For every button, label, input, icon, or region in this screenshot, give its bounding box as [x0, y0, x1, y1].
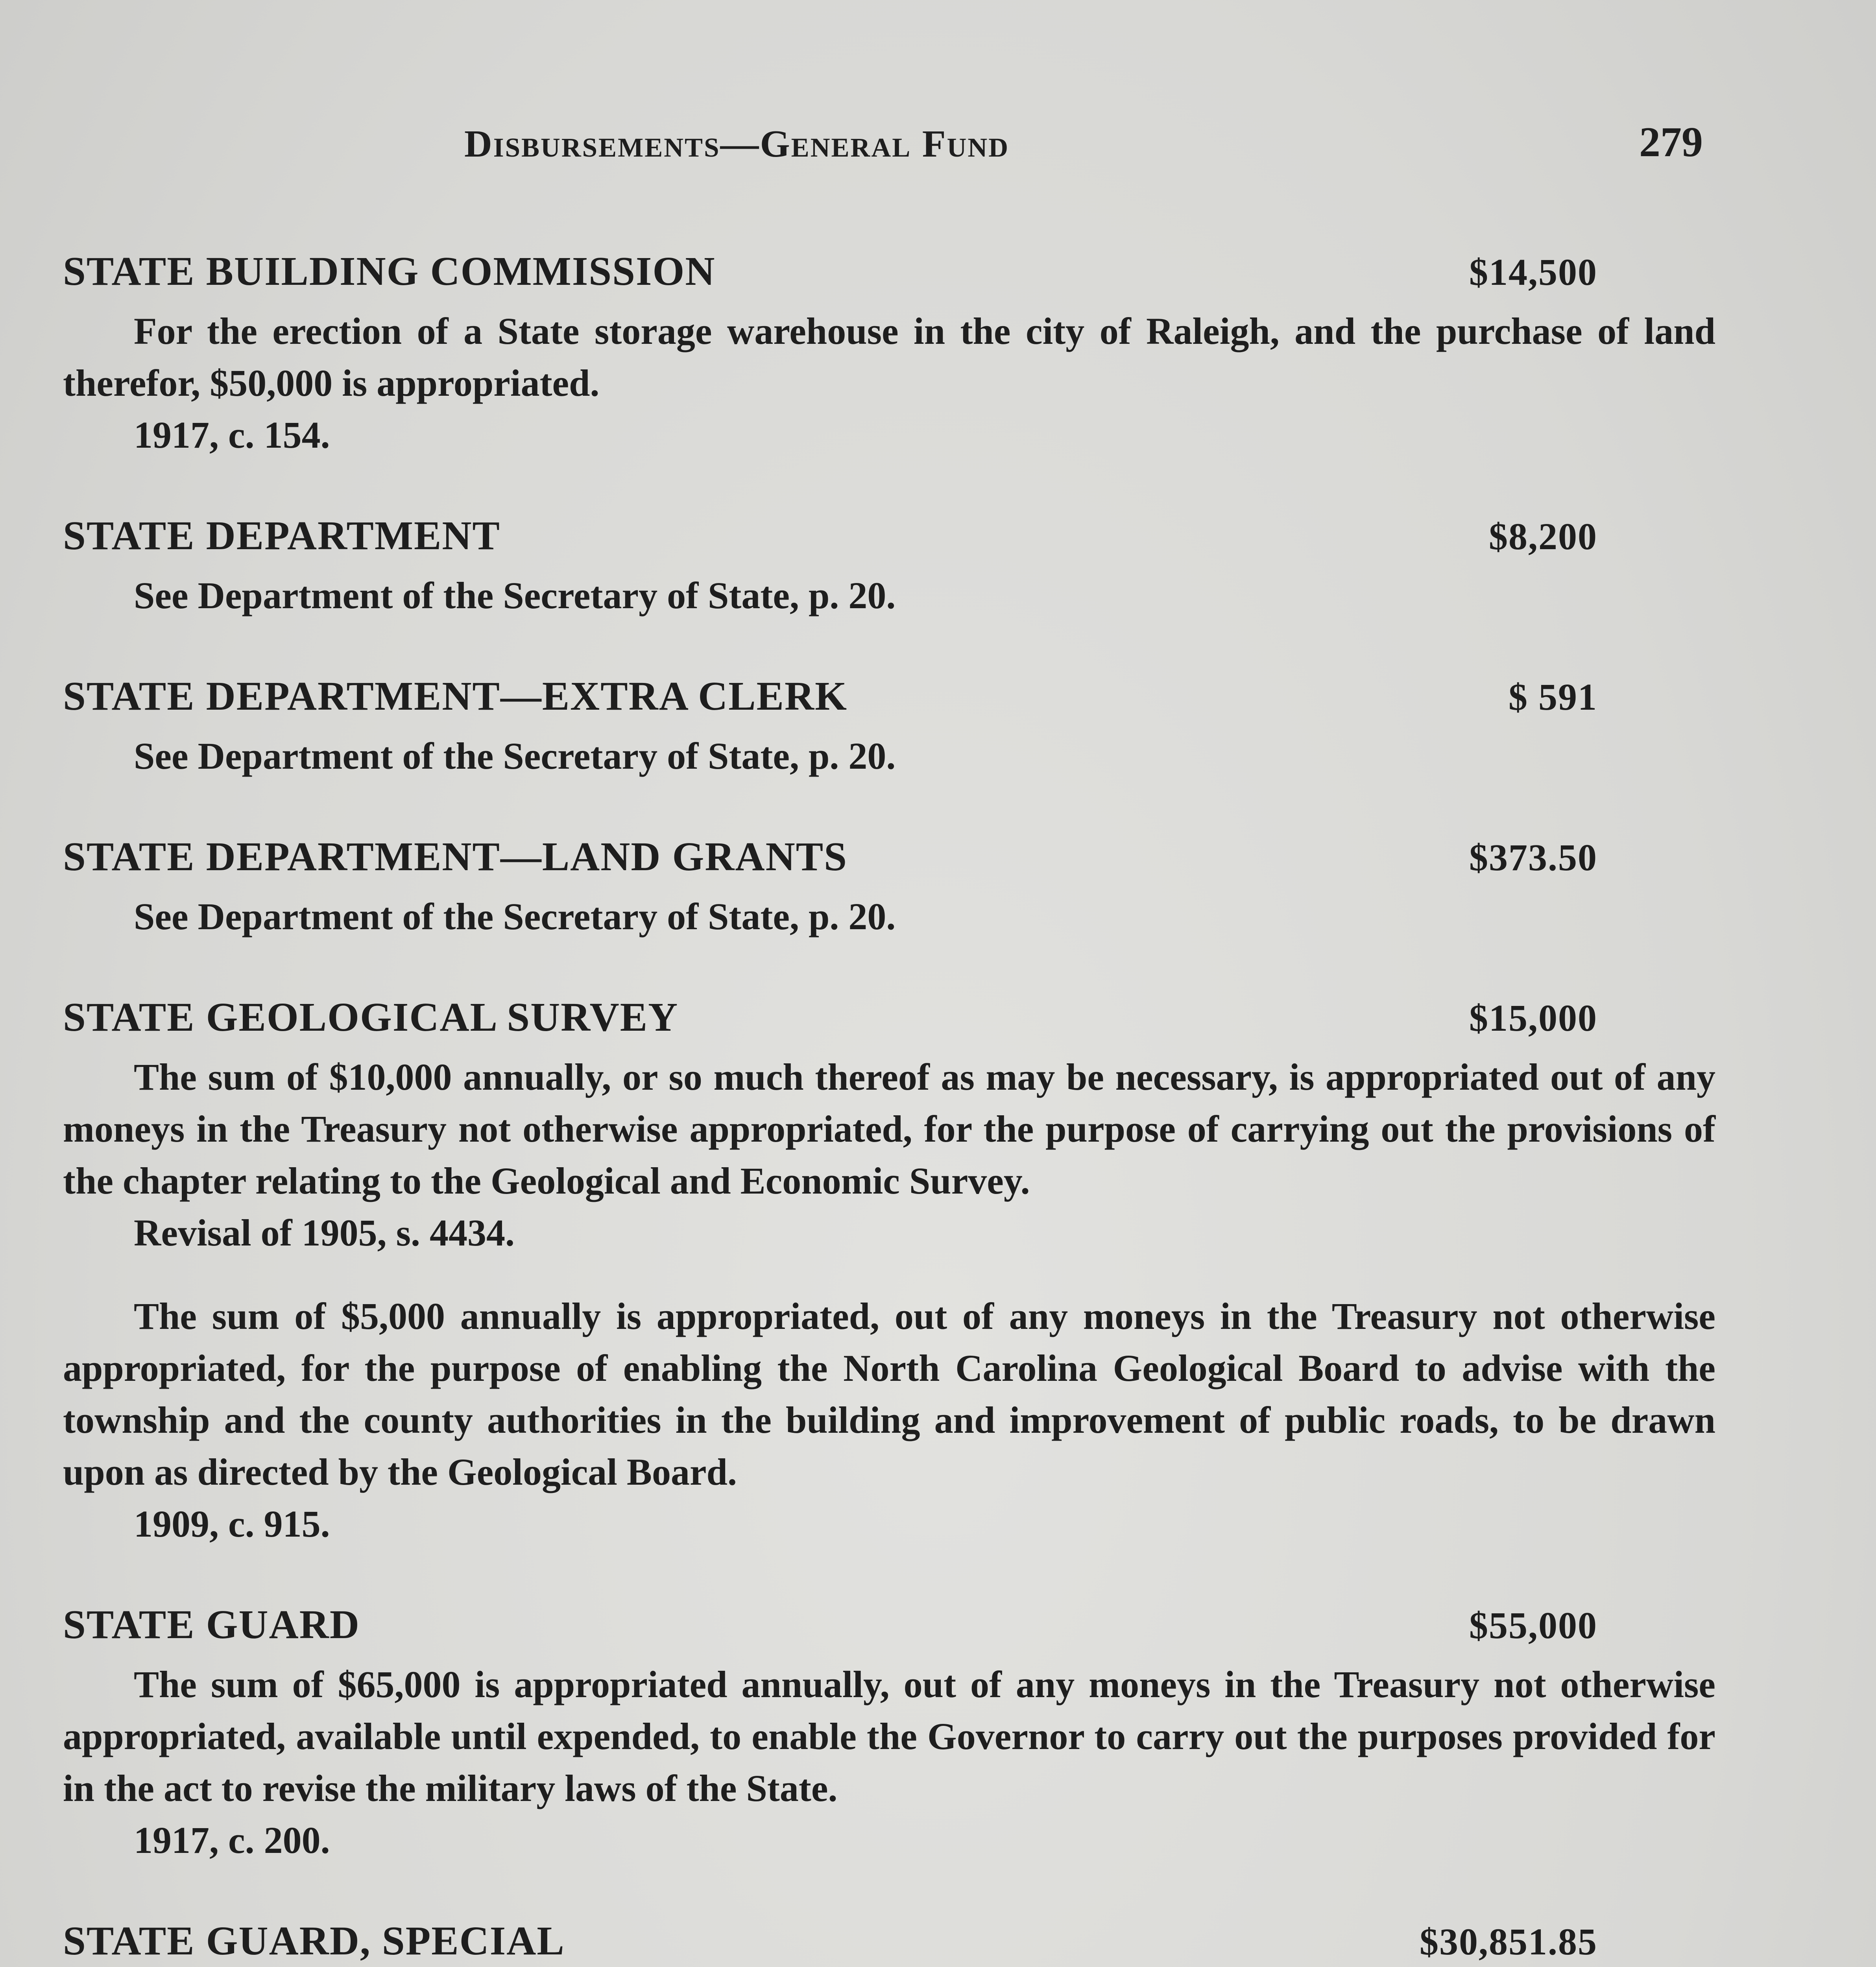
entry-heading-row — [63, 1597, 1597, 1653]
entry-heading-row — [63, 829, 1597, 885]
entry-state-guard — [63, 1597, 1715, 1866]
entry-title: STATE DEPARTMENT — [63, 513, 500, 558]
entry-heading-row — [63, 244, 1597, 300]
entry-state-department-extra-clerk — [63, 669, 1715, 782]
entry-paragraph: The sum of $65,000 is appropriated annually, out of any moneys in the Treasury not otherwise appropriated, available until expended, to enable the Governor to carry out the purposes provided for in the act to revise the military laws of the State. — [63, 1663, 1715, 1809]
entry-state-building-commission — [63, 244, 1715, 461]
page-number: 279 — [1639, 119, 1703, 166]
entry-amount: $55,000 — [1469, 1604, 1597, 1646]
entry-paragraph: See Department of the Secretary of State, p. 20. — [134, 574, 896, 616]
entry-amount: $373.50 — [1469, 836, 1597, 878]
entry-heading-row — [63, 669, 1597, 725]
entry-state-geological-survey — [63, 990, 1715, 1550]
entry-state-guard-special — [63, 1913, 1715, 1967]
entry-title: STATE BUILDING COMMISSION — [63, 249, 716, 294]
running-head: Disbursements—General Fund — [464, 123, 1010, 165]
entry-amount: $30,851.85 — [1420, 1921, 1597, 1963]
entry-paragraph: See Department of the Secretary of State, p. 20. — [134, 735, 896, 777]
entry-title: STATE DEPARTMENT—EXTRA CLERK — [63, 674, 848, 719]
statute-citation: 1917, c. 154. — [134, 414, 330, 456]
statute-citation: 1917, c. 200. — [134, 1819, 330, 1861]
entry-paragraph: See Department of the Secretary of State, p. 20. — [134, 895, 896, 937]
entry-state-department — [63, 508, 1715, 622]
entry-amount: $ 591 — [1509, 676, 1597, 718]
entry-title: STATE DEPARTMENT—LAND GRANTS — [63, 834, 848, 879]
entry-heading-row — [63, 1913, 1597, 1967]
entry-amount: $15,000 — [1469, 997, 1597, 1039]
entry-amount: $14,500 — [1469, 251, 1597, 293]
entry-paragraph: The sum of $5,000 annually is appropriated, out of any moneys in the Treasury not otherwise appropriated, for the purpose of enabling the North Carolina Geological Board to advise with the township and the county authorities in the building and improvement of public roads, to be drawn upon as directed by the Geological Board. — [63, 1295, 1715, 1493]
entry-state-department-land-grants — [63, 829, 1715, 943]
entry-paragraph: For the erection of a State storage warehouse in the city of Raleigh, and the purchase of land therefor, $50,000 is appropriated. — [63, 310, 1715, 404]
entry-heading-row — [63, 990, 1597, 1046]
entry-title: STATE GUARD, SPECIAL — [63, 1918, 565, 1963]
entry-paragraph: The sum of $10,000 annually, or so much thereof as may be necessary, is appropriated out of any moneys in the Treasury not otherwise appropriated, for the purpose of carrying out the provisions of the chapter relating to the Geological and Economic Survey. — [63, 1056, 1715, 1202]
statute-citation: Revisal of 1905, s. 4434. — [134, 1212, 515, 1254]
entry-title: STATE GUARD — [63, 1602, 360, 1647]
statute-citation: 1909, c. 915. — [134, 1503, 330, 1545]
entry-amount: $8,200 — [1489, 515, 1597, 557]
entry-heading-row — [63, 508, 1597, 564]
entry-title: STATE GEOLOGICAL SURVEY — [63, 995, 679, 1040]
page-body — [63, 244, 1715, 1967]
